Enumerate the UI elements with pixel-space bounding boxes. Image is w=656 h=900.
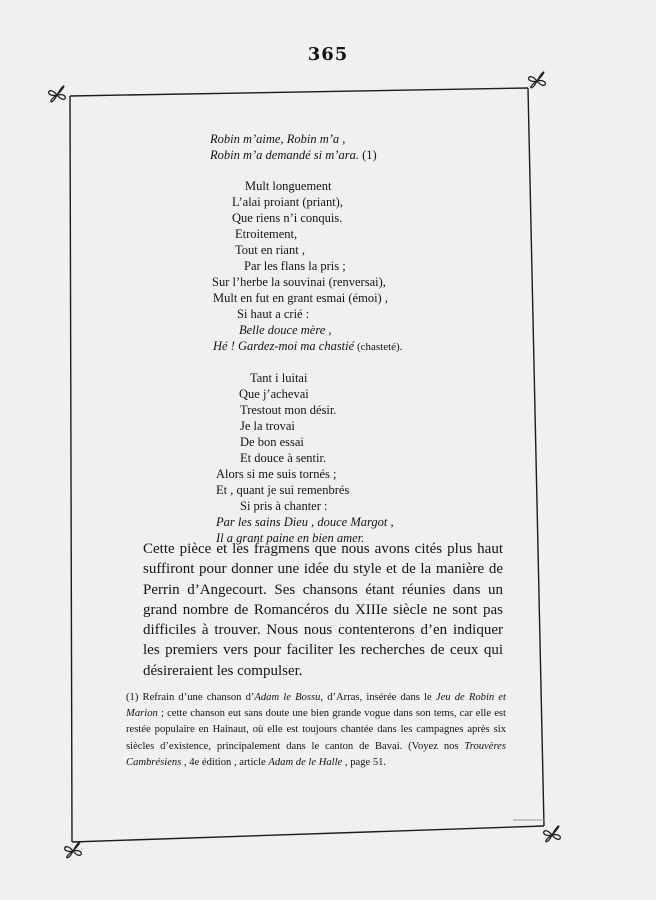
verse-line: Si haut a crié : (237, 307, 310, 321)
footnote-book: Trouvères Cambrésiens (126, 740, 506, 768)
verse-line: Si pris à chanter : (240, 499, 328, 513)
verse-line: Que riens n’i conquis. (232, 211, 343, 225)
verse-line: De bon essai (240, 435, 304, 449)
verse-line: Tout en riant , (235, 243, 305, 257)
corner-ornament-icon (44, 82, 70, 108)
verse-line: Belle douce mère , (239, 323, 332, 337)
verse-line: Alors si me suis tornés ; (216, 467, 337, 481)
verse-line: Par les flans la pris ; (244, 259, 346, 273)
verse-line: Etroitement, (235, 227, 298, 241)
verse-line: Robin m’a demandé si m’ara. (1) (210, 148, 377, 162)
corner-ornament-icon (524, 68, 550, 94)
corner-ornament-icon (60, 838, 86, 864)
verse-line: Trestout mon désir. (240, 403, 337, 417)
verse-line: Et , quant je sui remenbrés (216, 483, 350, 497)
verse-line: Sur l’herbe la souvinai (renversai), (212, 275, 386, 289)
verse-line: Je la trovai (240, 419, 295, 433)
footnote-mark: (1) (126, 692, 139, 703)
footnote-work: Jeu de Robin et Marion (126, 692, 506, 720)
page-number: 365 (307, 44, 349, 65)
body-paragraph: Cette pièce et les fragmens que nous avons cités plus haut suffiront pour donner une idée du style et de la manière de Perrin d’Angecourt. Ses chansons étant réunies dans un grand nombre de Romancéros du XIIIe siècle ne sont pas difficiles à trouver. Nous nous contenterons d’en indiquer les premiers vers pour faciliter les recherches de ceux qui désireraient les compulser. (143, 541, 503, 679)
verse-line: Par les sains Dieu , douce Margot , (216, 515, 394, 529)
verse-line: Il a grant paine en bien amer. (216, 531, 365, 545)
footnote: (1) Refrain d’une chanson d’Adam le Bossu, d’Arras, insérée dans le Jeu de Robin et Marion ; cette chanson eut sans doute une bien grande vogue dans son tems, car elle est restée populaire en Hainaut, où elle est toujours chantée dans les campagnes après six siècles d’existence, principalement dans le canton de Bavai. (Voyez nos Trouvères Cambrésiens , 4e édition , article Adam de le Halle , page 51. (126, 692, 506, 768)
verse-line: Et douce à sentir. (240, 451, 327, 465)
corner-ornament-icon (539, 822, 565, 848)
footnote-article: Adam de le Halle (268, 756, 343, 768)
verse-line: L’alai proiant (priant), (232, 195, 343, 209)
footnote-author: Adam le Bossu (254, 692, 321, 703)
verse-line: Tant i luitai (250, 371, 308, 385)
verse-line: Mult en fut en grant esmai (émoi) , (213, 291, 388, 305)
verse-line: Hé ! Gardez-moi ma chastié (chasteté). (213, 339, 403, 353)
verse-line: Que j’achevai (239, 387, 309, 401)
verse-line: Mult longuement (245, 179, 332, 193)
verse-line: Robin m’aime, Robin m’a , (210, 132, 346, 146)
